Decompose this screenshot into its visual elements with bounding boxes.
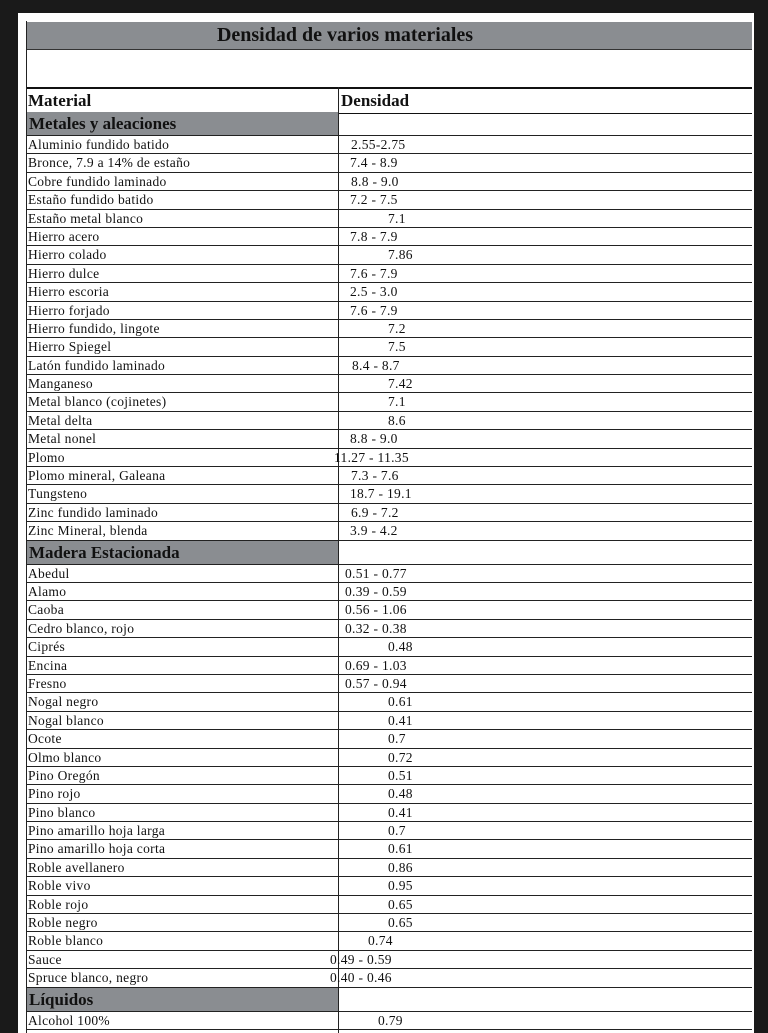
table-row: [27, 136, 752, 154]
material-cell: Ocote: [28, 731, 62, 747]
table-row: [27, 173, 752, 191]
table-row: [27, 601, 752, 619]
table-row: [27, 583, 752, 601]
density-cell: 0.41: [388, 712, 413, 728]
section-header: [27, 541, 752, 565]
table-row: [27, 154, 752, 172]
material-cell: Metal nonel: [28, 431, 97, 447]
table-row: [27, 969, 752, 987]
density-cell: 11.27 - 11.35: [334, 449, 409, 465]
density-cell: 8.8 - 9.0: [350, 431, 398, 447]
table-row: [27, 914, 752, 932]
material-cell: Olmo blanco: [28, 749, 102, 765]
table-row: [27, 522, 752, 540]
material-cell: Plomo mineral, Galeana: [28, 468, 166, 484]
density-cell: 7.2 - 7.5: [350, 192, 398, 208]
table-row: [27, 357, 752, 375]
density-cell: 7.1: [388, 394, 406, 410]
table-row: [27, 767, 752, 785]
table-row: [27, 840, 752, 858]
material-cell: Estaño metal blanco: [28, 210, 144, 226]
density-cell: 8.8 - 9.0: [351, 173, 399, 189]
density-cell: 7.42: [388, 376, 413, 392]
material-cell: Roble rojo: [28, 896, 89, 912]
density-cell: 0.57 - 0.94: [345, 675, 407, 691]
material-cell: Spruce blanco, negro: [28, 970, 149, 986]
section-label: Metales y aleaciones: [29, 114, 177, 133]
density-cell: 7.5: [388, 339, 406, 355]
density-cell: 2.5 - 3.0: [350, 284, 398, 300]
table-row: [27, 657, 752, 675]
material-cell: Alamo: [28, 583, 67, 599]
material-cell: Cedro blanco, rojo: [28, 620, 135, 636]
table-row: [27, 620, 752, 638]
density-cell: 0.51: [388, 767, 413, 783]
table-row: [27, 504, 752, 522]
material-cell: Tungsteno: [28, 486, 88, 502]
density-cell: 0.69 - 1.03: [345, 657, 407, 673]
table-row: [27, 749, 752, 767]
section-label: Madera Estacionada: [29, 542, 180, 562]
material-cell: Caoba: [28, 602, 64, 618]
density-cell: 0.7: [388, 823, 406, 839]
density-cell: 0.40 - 0.46: [330, 970, 392, 986]
material-cell: Pino amarillo hoja corta: [28, 841, 166, 857]
table-row: [27, 320, 752, 338]
material-cell: Metal blanco (cojinetes): [28, 394, 167, 410]
density-cell: 0.51 - 0.77: [345, 565, 407, 581]
table-row: [27, 932, 752, 950]
material-cell: Hierro fundido, lingote: [28, 320, 160, 336]
density-cell: 0.74: [368, 933, 393, 949]
table-row: [27, 822, 752, 840]
material-cell: Plomo: [28, 449, 65, 465]
density-cell: 0.86: [388, 859, 413, 875]
density-cell: 0.41: [388, 804, 413, 820]
table-row: [27, 638, 752, 656]
page-title: Densidad de varios materiales: [216, 24, 474, 46]
table-row: [27, 730, 752, 748]
section-header: [27, 112, 752, 136]
density-cell: 7.6 - 7.9: [350, 265, 398, 281]
density-cell: 0.48: [388, 786, 413, 802]
density-cell: 0.7: [388, 731, 406, 747]
density-cell: 0.48: [388, 639, 413, 655]
density-cell: 7.8 - 7.9: [350, 228, 398, 244]
table-row: [27, 246, 752, 264]
density-cell: 0.65: [388, 896, 413, 912]
spreadsheet-page: [18, 13, 754, 1033]
table-row: [27, 896, 752, 914]
material-cell: Hierro forjado: [28, 302, 110, 318]
table-row: [27, 785, 752, 803]
material-cell: Manganeso: [28, 376, 93, 392]
material-cell: Roble avellanero: [28, 859, 125, 875]
material-cell: Roble vivo: [28, 878, 91, 894]
density-cell: 0.49 - 0.59: [330, 951, 392, 967]
section-label: Líquidos: [29, 989, 94, 1009]
table-row: [27, 467, 752, 485]
table-row: [27, 859, 752, 877]
table-row: [27, 565, 752, 583]
table-row: [27, 675, 752, 693]
density-cell: 7.6 - 7.9: [350, 302, 398, 318]
table-row: [27, 412, 752, 430]
table-row: [27, 302, 752, 320]
material-cell: Estaño fundido batido: [28, 192, 154, 208]
density-cell: 0.72: [388, 749, 413, 765]
density-cell: 8.4 - 8.7: [352, 357, 400, 373]
header-densidad: Densidad: [341, 91, 410, 110]
density-cell: 0.39 - 0.59: [345, 583, 407, 599]
table-row: [27, 430, 752, 448]
material-cell: Ciprés: [28, 639, 66, 655]
material-cell: Metal delta: [28, 412, 93, 428]
material-cell: Pino Oregón: [28, 767, 100, 783]
material-cell: Pino amarillo hoja larga: [28, 823, 166, 839]
table-row: [27, 449, 752, 467]
density-cell: 2.55-2.75: [351, 137, 406, 152]
section-header: [27, 988, 752, 1012]
material-cell: Pino blanco: [28, 804, 96, 820]
density-cell: 7.3 - 7.6: [351, 468, 399, 484]
table-row: [27, 951, 752, 969]
material-cell: Zinc Mineral, blenda: [28, 523, 148, 539]
material-cell: Bronce, 7.9 a 14% de estaño: [28, 155, 191, 171]
table-row: [27, 283, 752, 301]
material-cell: Cobre fundido laminado: [28, 173, 167, 189]
material-cell: Roble negro: [28, 915, 98, 931]
table-row: [27, 485, 752, 503]
header-material: Material: [28, 91, 92, 110]
title-bar: [27, 22, 752, 50]
material-cell: Hierro colado: [28, 247, 107, 263]
material-cell: Hierro acero: [28, 228, 100, 244]
density-cell: 0.79: [378, 1012, 403, 1028]
density-cell: 0.61: [388, 841, 413, 857]
material-cell: Roble blanco: [28, 933, 104, 949]
density-cell: 0.32 - 0.38: [345, 620, 407, 636]
material-cell: Nogal blanco: [28, 712, 104, 728]
table-row: [27, 877, 752, 895]
density-cell: 0.56 - 1.06: [345, 602, 407, 618]
material-cell: Sauce: [28, 951, 62, 967]
density-cell: 6.9 - 7.2: [351, 504, 399, 520]
density-cell: 7.2: [388, 320, 406, 336]
material-cell: Fresno: [28, 675, 67, 691]
table-row: [27, 393, 752, 411]
table-row: [27, 265, 752, 283]
table-row: [27, 804, 752, 822]
density-cell: 8.6: [388, 412, 406, 428]
material-cell: Alcohol 100%: [28, 1012, 110, 1028]
table-row: [27, 693, 752, 711]
material-cell: Zinc fundido laminado: [28, 504, 159, 520]
table-row: [27, 712, 752, 730]
material-cell: Encina: [28, 657, 68, 673]
material-cell: Aluminio fundido batido: [28, 137, 170, 152]
table-row: [27, 1012, 752, 1030]
material-cell: Abedul: [28, 565, 70, 581]
material-cell: Hierro escoria: [28, 284, 110, 300]
density-cell: 0.65: [388, 915, 413, 931]
density-cell: 7.1: [388, 210, 406, 226]
material-cell: Hierro Spiegel: [28, 339, 112, 355]
density-cell: 7.4 - 8.9: [350, 155, 398, 171]
table-row: [27, 228, 752, 246]
table-row: [27, 210, 752, 228]
material-cell: Pino rojo: [28, 786, 81, 802]
density-cell: 0.61: [388, 694, 413, 710]
density-cell: 3.9 - 4.2: [350, 523, 398, 539]
table-row: [27, 338, 752, 356]
table-header: [27, 87, 752, 114]
material-cell: Latón fundido laminado: [28, 357, 166, 373]
table-row: [27, 375, 752, 393]
density-cell: 0.95: [388, 878, 413, 894]
material-cell: Hierro dulce: [28, 265, 100, 281]
table-row: [27, 191, 752, 209]
material-cell: Nogal negro: [28, 694, 99, 710]
density-cell: 7.86: [388, 247, 413, 263]
density-cell: 18.7 - 19.1: [350, 486, 412, 502]
table-body: [27, 112, 752, 1030]
